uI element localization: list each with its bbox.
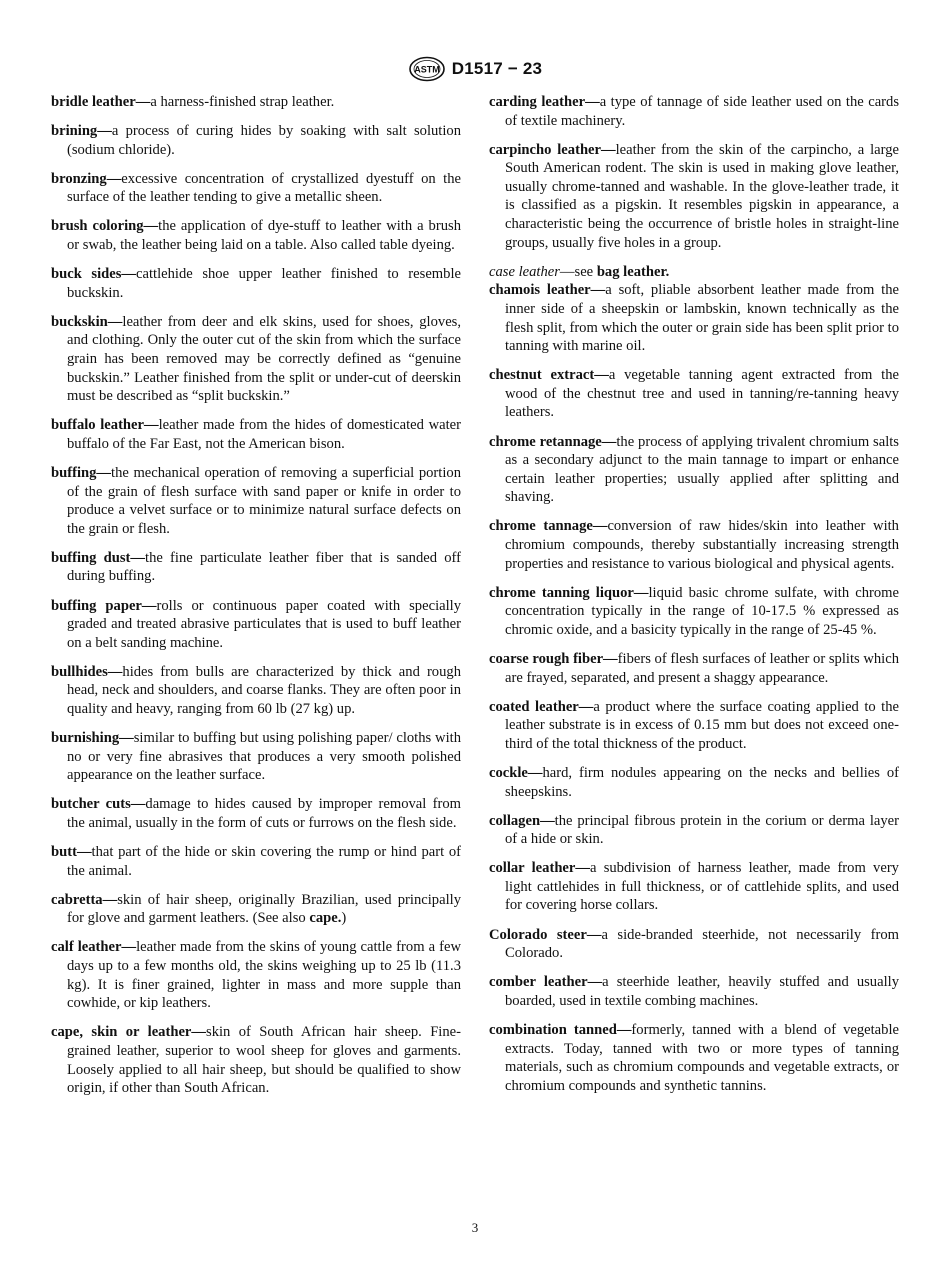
- glossary-entry: [51, 795, 461, 832]
- entry-definition: the mechanical operation of removing a superficial portion of the grain of flesh surface with sand paper or knife in order to produce a velvet surface or to minimize natural surface defects on the grain or flesh.: [67, 465, 461, 537]
- glossary-entry: [489, 281, 899, 355]
- glossary-entry: [489, 859, 899, 915]
- glossary-entry: [489, 698, 899, 754]
- glossary-entry: [51, 843, 461, 880]
- entry-definition: hides from bulls are characterized by thick and rough head, neck and shoulders, and coarse flanks. They are often poor in quality and heavy, ranging from 60 lb (27 kg) up.: [67, 663, 461, 718]
- glossary-entry: [489, 584, 899, 640]
- entry-term: carding leather—: [489, 94, 600, 110]
- entry-term: chestnut extract—: [489, 367, 609, 384]
- entry-definition: the fine particulate leather fiber that is sanded off during buffing.: [67, 549, 461, 585]
- entry-definition: rolls or continuous paper coated with specially graded and treated abrasive particulates that is used to buff leather on a belt sanding machine.: [67, 597, 462, 651]
- entry-term: cabretta—: [51, 891, 118, 908]
- glossary-entry: [51, 729, 461, 785]
- glossary-entry: [489, 812, 899, 849]
- glossary-entry: [51, 663, 461, 719]
- glossary-entry: [51, 597, 461, 653]
- entry-cross-ref-term: case leather: [489, 263, 560, 280]
- entry-term: butcher cuts—: [51, 796, 146, 813]
- entry-term: collagen—: [489, 812, 555, 829]
- entry-definition: a vegetable tanning agent extracted from the wood of the chestnut tree and used in tanning/re-tanning heavy leathers.: [505, 367, 899, 421]
- entry-definition: liquid basic chrome sulfate, with chrome concentration typically in the range of 10-17.5 % expressed as chromic oxide, and a basicity typically in the range of 25-45 %.: [505, 584, 900, 638]
- entry-term: coarse rough fiber—: [489, 650, 618, 667]
- entry-see-reference: cape.: [309, 910, 342, 927]
- entry-term: chamois leather—: [489, 282, 606, 299]
- glossary-entry: [51, 464, 461, 538]
- glossary-entry: [489, 764, 899, 801]
- entry-term: collar leather—: [489, 860, 590, 877]
- glossary-entry: [51, 313, 461, 406]
- entry-term: burnishing—: [51, 730, 134, 747]
- glossary-entry: [51, 549, 461, 586]
- entry-definition: similar to buffing but using polishing paper/ cloths with no or very fine abrasives that produces a very smooth polished appearance on the leather surface.: [67, 730, 461, 784]
- entry-term: buffalo leather—: [51, 417, 159, 434]
- right-column: [489, 93, 899, 1106]
- glossary-entry: [489, 517, 899, 573]
- entry-term: combination tanned—: [489, 1021, 632, 1038]
- entry-definition: —see: [559, 263, 597, 280]
- entry-definition: a steerhide leather, heavily stuffed and usually boarded, used in textile combing machines.: [505, 974, 899, 1009]
- entry-term: carpincho leather—: [489, 141, 616, 158]
- glossary-entry: [51, 265, 461, 302]
- glossary-entry: [489, 973, 899, 1010]
- entry-definition: hard, firm nodules appearing on the necks and bellies of sheepskins.: [505, 764, 899, 800]
- entry-term: buckskin—: [51, 313, 123, 330]
- entry-definition: a process of curing hides by soaking with salt solution (sodium chloride).: [67, 123, 461, 158]
- entry-definition-tail: ): [341, 910, 347, 927]
- glossary-entry: [489, 1021, 899, 1095]
- entry-term: chrome tanning liquor—: [489, 584, 649, 601]
- entry-term: buffing dust—: [51, 549, 146, 566]
- glossary-entry: [51, 1023, 461, 1097]
- astm-logo-icon: [408, 56, 446, 82]
- entry-term: bronzing—: [51, 170, 122, 187]
- glossary-entry: [51, 416, 461, 453]
- entry-term: calf leather—: [51, 939, 137, 956]
- entry-definition: leather made from the skins of young cattle from a few days up to a few months old, the skins weighing up to 25 lb (11.3 kg). It is finer grained, lighter in mass and more supple than cowhide, or kip leathers.: [67, 939, 461, 1012]
- glossary-entry: [489, 926, 899, 963]
- glossary-entry: [489, 141, 899, 253]
- glossary-entry: [489, 93, 899, 130]
- glossary-entry: [51, 93, 461, 112]
- glossary-entry: [51, 122, 461, 159]
- entry-term: cockle—: [489, 764, 543, 781]
- entry-term: buffing paper—: [51, 597, 157, 614]
- glossary-entry: [489, 650, 899, 687]
- glossary-entry: [489, 263, 899, 282]
- entry-definition: a side-branded steerhide, not necessarily from Colorado.: [505, 926, 899, 962]
- entry-definition: a subdivision of harness leather, made from very light cattlehides in full thickness, or of cattlehide splits, and used for covering horse collars.: [505, 860, 899, 914]
- entry-definition: skin of hair sheep, originally Brazilian, used principally for glove and garment leathers. (See also: [67, 891, 461, 927]
- entry-term: butt—: [51, 844, 92, 861]
- glossary-entry: [51, 170, 461, 207]
- left-column: [51, 93, 461, 1108]
- entry-definition: the process of applying trivalent chromium salts as a secondary adjunct to the main tannage to impart or enhance certain leather properties; usually applied after splitting and shaving.: [505, 433, 899, 506]
- glossary-entry: [51, 217, 461, 254]
- entry-definition: a soft, pliable absorbent leather made from the inner side of a sheepskin or lambskin, known technically as the flesh split, from which the outer or grain side has been split prior to tanning with marine oil.: [505, 282, 899, 355]
- entry-definition: a harness-finished strap leather.: [150, 94, 335, 110]
- glossary-entry: [51, 891, 461, 928]
- entry-definition: the application of dye-stuff to leather with a brush or swab, the leather being laid on a table. Also called table dyeing.: [67, 218, 461, 254]
- entry-term: chrome tannage—: [489, 518, 608, 535]
- entry-term: cape, skin or leather—: [51, 1024, 207, 1041]
- entry-term: coated leather—: [489, 698, 594, 715]
- entry-term: comber leather—: [489, 974, 603, 991]
- page-number: 3: [471, 1220, 479, 1235]
- entry-term: bullhides—: [51, 663, 123, 680]
- entry-term: brush coloring—: [51, 218, 159, 235]
- entry-definition: damage to hides caused by improper removal from the animal, usually in the form of cuts or furrows on the flesh side.: [67, 796, 461, 831]
- entry-term: bridle leather—: [51, 94, 151, 110]
- glossary-entry: [489, 433, 899, 507]
- entry-definition: leather made from the hides of domesticated water buffalo of the Far East, not the American bison.: [67, 417, 461, 452]
- entry-term: buffing—: [51, 465, 112, 481]
- entry-definition: that part of the hide or skin covering the rump or hind part of the animal.: [67, 844, 461, 879]
- entry-definition: a type of tannage of side leather used on the cards of textile machinery.: [505, 94, 900, 129]
- entry-see-reference: bag leather.: [596, 263, 670, 280]
- logo-text: ASTM: [414, 64, 440, 75]
- entry-definition: skin of South African hair sheep. Fine-grained leather, superior to wool sheep for gloves and garments. Loosely applied to all hair sheep, but should be qualified to show origin, if other than South African.: [67, 1024, 461, 1097]
- entry-term: buck sides—: [51, 266, 137, 283]
- glossary-entry: [51, 938, 461, 1012]
- entry-definition: leather from deer and elk skins, used for shoes, gloves, and clothing. Only the outer cut of the skin from which the surface grain has been removed may be correctly defined as “genuine buckskin.” Leather finished from the split or under-cut of deerskin must be described as “split buckskin.”: [67, 313, 461, 405]
- entry-definition: a product where the surface coating applied to the leather substrate is in excess of 0.15 mm but does not exceed one-third of the total thickness of the product.: [505, 698, 899, 752]
- document-id: D1517 − 23: [451, 59, 543, 78]
- page-header: [0, 56, 950, 82]
- glossary-entry: [489, 366, 899, 422]
- entry-definition: leather from the skin of the carpincho, a large South American rodent. The skin is used in making glove leather, usually chrome-tanned and washable. In the glove-leather trade, it is classified as a pigskin. It resembles pigskin in appearance, a characteristic being the occurrence of bristle holes in straight-line groups, usually five holes in a group.: [505, 141, 899, 251]
- entry-definition: formerly, tanned with a blend of vegetable extracts. Today, tanned with two or more types of tanning materials, such as chromium compounds and vegetable extracts, or chromium compounds and synthetic tannins.: [505, 1021, 899, 1094]
- entry-term: chrome retannage—: [489, 433, 617, 450]
- entry-definition: conversion of raw hides/skin into leather with chromium compounds, thereby substantially increasing strength properties and resistance to various biological and physical agents.: [505, 518, 899, 572]
- entry-term: Colorado steer—: [489, 926, 602, 943]
- entry-term: brining—: [51, 123, 112, 140]
- entry-definition: excessive concentration of crystallized dyestuff on the surface of the leather tending to give a metallic sheen.: [67, 170, 461, 206]
- entry-definition: fibers of flesh surfaces of leather or splits which are frayed, separated, and present a shaggy appearance.: [505, 650, 899, 686]
- entry-definition: cattlehide shoe upper leather finished to resemble buckskin.: [67, 266, 461, 301]
- entry-definition: the principal fibrous protein in the corium or derma layer of a hide or skin.: [505, 812, 899, 848]
